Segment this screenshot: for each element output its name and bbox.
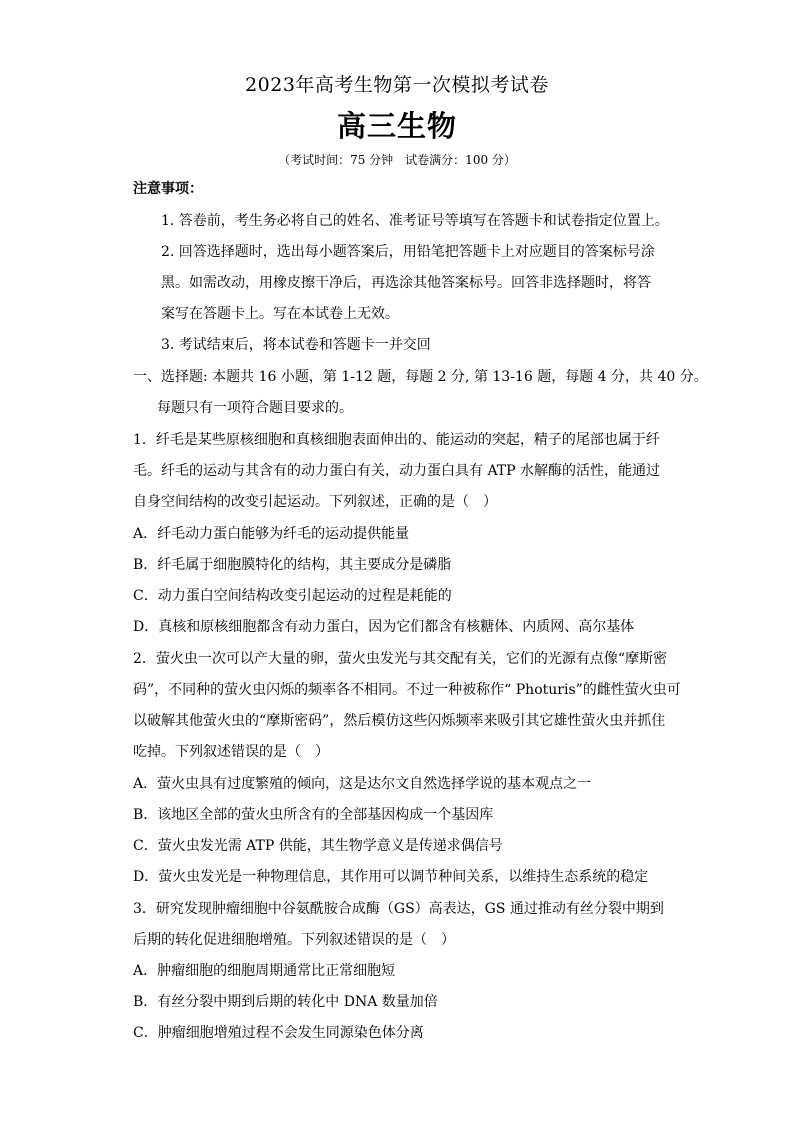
question-1-option-c: C．动力蛋白空间结构改变引起运动的过程是耗能的 — [133, 588, 452, 604]
notes-line: 3. 考试结束后，将本试卷和答题卡一并交回 — [161, 337, 431, 353]
section-heading: 一、选择题: 本题共 16 小题，第 1-12 题，每题 2 分, 第 13-16 题，每题 4 分，共 40 分。 — [133, 369, 708, 385]
question-1-stem: 1．纤毛是某些原核细胞和真核细胞表面伸出的、能运动的突起，精子的尾部也属于纤 — [133, 432, 660, 448]
question-2-stem: 以破解其他萤火虫的“摩斯密码”，然后模仿这些闪烁频率来吸引其它雄性萤火虫并抓住 — [133, 713, 666, 729]
notes-line: 案写在答题卡上。写在本试卷上无效。 — [161, 306, 399, 322]
question-2-stem: 吃掉。下列叙述错误的是（ ） — [133, 744, 329, 760]
question-3-stem: 后期的转化促进细胞增殖。下列叙述错误的是（ ） — [133, 932, 455, 948]
notes-line: 1. 答卷前，考生务必将自己的姓名、准考证号等填写在答题卡和试卷指定位置上。 — [161, 213, 669, 229]
question-2-option-d: D．萤火虫发光是一种物理信息，其作用可以调节种间关系，以维持生态系统的稳定 — [133, 869, 649, 885]
question-3-option-a: A．肿瘤细胞的细胞周期通常比正常细胞短 — [133, 963, 396, 979]
question-2-stem: 码”，不同种的萤火虫闪烁的频率各不相同。不过一种被称作“ Photuris”的雌性萤火虫可 — [133, 682, 681, 698]
question-1-option-b: B．纤毛属于细胞膜特化的结构，其主要成分是磷脂 — [133, 557, 452, 573]
question-3-option-c: C．肿瘤细胞增殖过程不会发生同源染色体分离 — [133, 1025, 424, 1041]
question-2-option-b: B．该地区全部的萤火虫所含有的全部基因构成一个基因库 — [133, 807, 494, 823]
exam-title: 2023年高考生物第一次模拟考试卷 — [245, 74, 549, 96]
question-1-stem: 毛。纤毛的运动与其含有的动力蛋白有关，动力蛋白具有 ATP 水解酶的活性，能通过 — [133, 463, 661, 479]
notes-line: 2. 回答选择题时，选出每小题答案后，用铅笔把答题卡上对应题目的答案标号涂 — [161, 244, 655, 260]
question-1-stem: 自身空间结构的改变引起运动。下列叙述，正确的是（ ） — [133, 494, 497, 510]
question-3-option-b: B．有丝分裂中期到后期的转化中 DNA 数量加倍 — [133, 994, 438, 1010]
question-3-stem: 3．研究发现肿瘤细胞中谷氨酰胺合成酶（GS）高表达，GS 通过推动有丝分裂中期到 — [133, 901, 664, 917]
section-heading-cont: 每题只有一项符合题目要求的。 — [157, 400, 353, 416]
question-2-stem: 2．萤火虫一次可以产大量的卵，萤火虫发光与其交配有关，它们的光源有点像“摩斯密 — [133, 651, 668, 667]
notes-heading: 注意事项： — [133, 181, 203, 197]
question-1-option-d: D．真核和原核细胞都含有动力蛋白，因为它们都含有核糖体、内质网、高尔基体 — [133, 619, 635, 635]
question-2-option-a: A．萤火虫具有过度繁殖的倾向，这是达尔文自然选择学说的基本观点之一 — [133, 776, 592, 792]
question-2-option-c: C．萤火虫发光需 ATP 供能，其生物学意义是传递求偶信号 — [133, 838, 503, 854]
exam-info: （考试时间：75 分钟 试卷满分：100 分） — [278, 153, 516, 167]
question-1-option-a: A．纤毛动力蛋白能够为纤毛的运动提供能量 — [133, 526, 410, 542]
subject-title: 高三生物 — [336, 109, 457, 143]
notes-line: 黑。如需改动，用橡皮擦干净后，再选涂其他答案标号。回答非选择题时，将答 — [161, 275, 651, 291]
